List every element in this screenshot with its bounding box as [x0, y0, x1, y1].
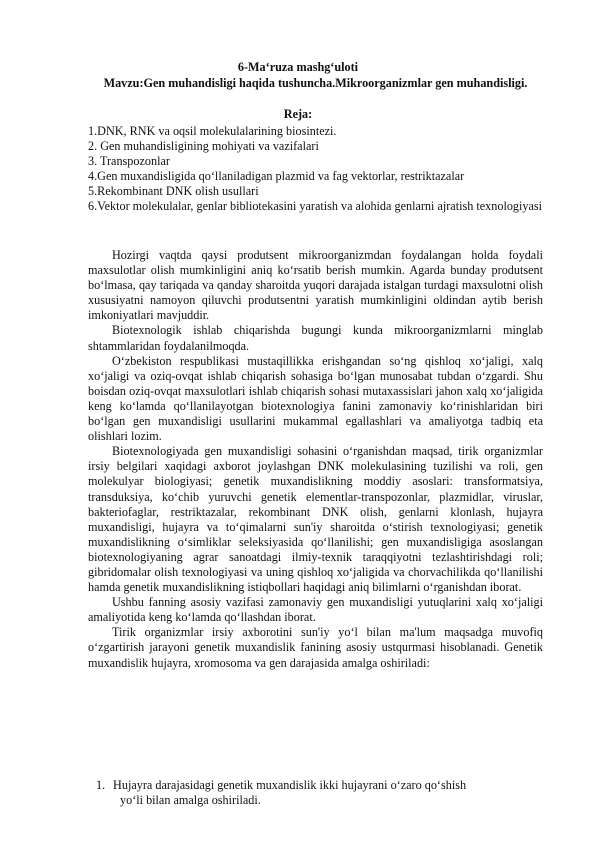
paragraph: Tirik organizmlar irsiy axborotini sun'iy yo‘l bilan ma'lum maqsadga muvofiq o‘zgartirish jarayoni genetik muxandislik fanining asosiy ustqurmasi hisoblanadi. Genetik muxandislik hujayra, xromosoma va gen darajasida amalga oshiriladi:	[88, 625, 543, 670]
plan-heading: Reja:	[283, 107, 313, 121]
plan-item: 3. Transpozonlar	[88, 154, 170, 169]
list-item-line: Hujayra darajasidagi genetik muxandislik ikki hujayrani o‘zaro qo‘shish	[113, 778, 467, 792]
paragraph: Biotexnologik ishlab chiqarishda bugungi kunda mikroorganizmlarni minglab shtammlaridan foydalanilmoqda.	[88, 323, 543, 353]
paragraph: O‘zbekiston respublikasi mustaqillikka erishgandan so‘ng qishloq xo‘jaligi, xalq xo‘jaligi va oziq-ovqat ishlab chiqarish sohasiga bo‘lgan munosabat tubdan o‘zgardi. Shu boisdan oziq-ovqat maxsulotlari ishlab chiqarish sohasi mutaxassislari jahon xalq xo‘jaligida keng ko‘lamda qo‘llanilayotgan biotexnologiya fanini zamonaviy ko‘rinishlaridan biri bo‘lgan gen muxandisligi usullarini mukammal egallashlari va amaliyotga tadbiq eta olishlari lozim.	[88, 353, 543, 444]
paragraph: Hozirgi vaqtda qaysi produtsent mikroorganizmdan foydalangan holda foydali maxsulotlar olish mumkinligini aniq ko‘rsatib berish mumkin. Agarda bunday produtsent bo‘lmasa, qay tariqada va qanday sharoitda yuqori darajada istalgan turdagi maxsulotni olish xususiyatni namoyon qiluvchi produtsentni yaratish mumkinligini oldindan aytib berish imkoniyatlari mavjuddir.	[88, 248, 543, 323]
list-item-continuation: yo‘li bilan amalga oshiriladi.	[120, 793, 261, 808]
plan-item: 6.Vektor molekulalar, genlar bibliotekasini yaratish va alohida genlarni ajratish texnologiyasi	[88, 199, 543, 214]
plan-item: 4.Gen muxandisligida qo‘llaniladigan plazmid va fag vektorlar, restriktazalar	[88, 169, 465, 184]
lecture-topic: Mavzu:Gen muhandisligi haqida tushuncha.Mikroorganizmlar gen muhandisligi.	[103, 76, 528, 90]
body-text	[88, 248, 543, 671]
plan-list	[88, 124, 548, 215]
lecture-title: 6-Ma‘ruza mashg‘uloti	[237, 60, 359, 74]
numbered-list-item	[96, 778, 543, 808]
paragraph: Biotexnologiyada gen muxandisligi sohasini o‘rganishdan maqsad, tirik organizmlar irsiy belgilari xaqidagi axborot joylashgan DNK molekulasining tuzilishi va roli, gen molekulyar biologiyasi; genetik muxandislikning moddiy asoslari: transformatsiya, transduksiya, ko‘chib yuruvchi genetik elementlar-transpozonlar, plazmidlar, viruslar, bakteriofaglar, restriktazalar, rekombinant DNK olish, genlarni klonlash, hujayra muxandisligi, hujayra va to‘qimalarni sun'iy sharoitda o‘stirish texnologiyasi; genetik muxandislikning o‘simliklar seleksiyasida qo‘llanilishi; gen muxandisligiga asoslangan biotexnologiyaning agrar sanoatdagi ilmiy-texnik taraqqiyotni tezlashtirishdagi roli; gibridomalar olish texnologiyasi va uning qishloq xo‘jaligida va chorvachilikda qo‘llanilishi hamda genetik muxandislikning istiqbollari haqidagi aniq bilimlarni o‘rganishdan iborat.	[88, 444, 543, 595]
plan-item: 1.DNK, RNK va oqsil molekulalarining biosintezi.	[88, 124, 337, 138]
plan-item: 5.Rekombinant DNK olish usullari	[88, 184, 259, 199]
paragraph: Ushbu fanning asosiy vazifasi zamonaviy gen muxandisligi yutuqlarini xalq xo‘jaligi amaliyotida keng ko‘lamda qo‘llashdan iborat.	[88, 595, 543, 625]
plan-item: 2. Gen muhandisligining mohiyati va vazifalari	[88, 139, 319, 154]
list-number: 1.	[96, 778, 106, 792]
